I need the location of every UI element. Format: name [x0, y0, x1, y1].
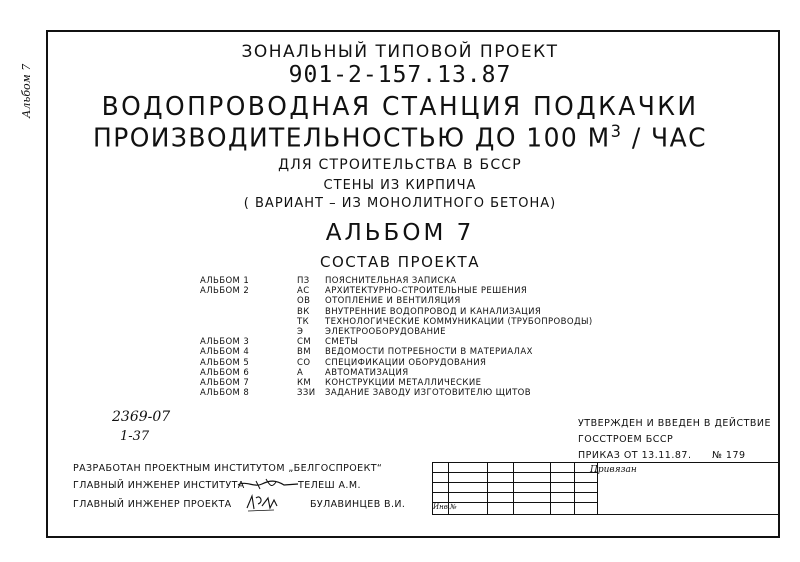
- composition-desc: ВНУТРЕННИЕ ВОДОПРОВОД И КАНАЛИЗАЦИЯ: [325, 306, 542, 317]
- variant-note: ( ВАРИАНТ – ИЗ МОНОЛИТНОГО БЕТОНА): [243, 196, 557, 211]
- composition-code: ТК: [297, 316, 310, 327]
- handwritten-sub: 1-37: [120, 429, 150, 444]
- project-region: ДЛЯ СТРОИТЕЛЬСТВА В БССР: [278, 157, 522, 173]
- composition-row: [200, 388, 600, 398]
- composition-desc: АВТОМАТИЗАЦИЯ: [325, 367, 409, 378]
- signature-telesh-image: [236, 476, 302, 492]
- composition-code: ЗЗИ: [297, 388, 316, 399]
- signature-bulavintsev-image: [244, 492, 280, 514]
- composition-album: АЛЬБОМ 2: [200, 286, 250, 297]
- composition-code: ВК: [297, 306, 310, 317]
- composition-desc: СМЕТЫ: [325, 337, 359, 348]
- composition-code: ОВ: [297, 296, 311, 307]
- approval-line1: УТВЕРЖДЕН И ВВЕДЕН В ДЕЙСТВИЕ: [578, 418, 772, 429]
- composition-row: [200, 327, 600, 337]
- composition-row: [200, 317, 600, 327]
- composition-album: АЛЬБОМ 8: [200, 388, 250, 399]
- composition-row: [200, 378, 600, 388]
- walls-note: СТЕНЫ ИЗ КИРПИЧА: [323, 178, 477, 193]
- composition-row: [200, 307, 600, 317]
- composition-album: АЛЬБОМ 4: [200, 347, 250, 358]
- approval-line2: ГОССТРОЕМ БССР: [578, 434, 674, 445]
- composition-row: [200, 286, 600, 296]
- composition-desc: КОНСТРУКЦИИ МЕТАЛЛИЧЕСКИЕ: [325, 377, 482, 388]
- composition-code: Э: [297, 326, 304, 337]
- project-title: ВОДОПРОВОДНАЯ СТАНЦИЯ ПОДКАЧКИ: [101, 92, 699, 122]
- composition-album: АЛЬБОМ 3: [200, 337, 250, 348]
- composition-code: ВМ: [297, 347, 311, 358]
- composition-row: [200, 368, 600, 378]
- approval-line3: ПРИКАЗ ОТ 13.11.87.: [578, 450, 692, 461]
- composition-row: [200, 347, 600, 357]
- chief-project-role: ГЛАВНЫЙ ИНЖЕНЕР ПРОЕКТА: [73, 499, 232, 510]
- composition-code: СМ: [297, 337, 312, 348]
- chief-institute-role: ГЛАВНЫЙ ИНЖЕНЕР ИНСТИТУТА: [73, 480, 245, 491]
- developer-line: РАЗРАБОТАН ПРОЕКТНЫМ ИНСТИТУТОМ „БЕЛГОСПРОЕКТ“: [73, 463, 383, 474]
- cubic-superscript: 3: [610, 122, 623, 142]
- project-type: ЗОНАЛЬНЫЙ ТИПОВОЙ ПРОЕКТ: [241, 42, 559, 62]
- composition-desc: ВЕДОМОСТИ ПОТРЕБНОСТИ В МАТЕРИАЛАХ: [325, 347, 533, 358]
- composition-desc: ПОЯСНИТЕЛЬНАЯ ЗАПИСКА: [325, 276, 457, 286]
- composition-album: АЛЬБОМ 1: [200, 276, 250, 286]
- composition-desc: ТЕХНОЛОГИЧЕСКИЕ КОММУНИКАЦИИ (ТРУБОПРОВОДЫ): [325, 316, 593, 327]
- composition-code: КМ: [297, 377, 312, 388]
- composition-desc: АРХИТЕКТУРНО-СТРОИТЕЛЬНЫЕ РЕШЕНИЯ: [325, 286, 528, 297]
- composition-desc: ЭЛЕКТРООБОРУДОВАНИЕ: [325, 326, 446, 337]
- album-title: АЛЬБОМ 7: [325, 220, 475, 246]
- composition-list: [200, 276, 600, 398]
- inventory-note: Инв.№: [433, 503, 457, 511]
- composition-desc: ЗАДАНИЕ ЗАВОДУ ИЗГОТОВИТЕЛЮ ЩИТОВ: [325, 388, 532, 399]
- composition-code: А: [297, 367, 304, 378]
- approval-number: № 179: [712, 450, 746, 461]
- project-number: 901-2-157.13.87: [288, 62, 512, 88]
- composition-code: ПЗ: [297, 276, 310, 286]
- composition-code: АС: [297, 286, 310, 297]
- project-capacity: ПРОИЗВОДИТЕЛЬНОСТЬЮ ДО 100 $М^3$ / ЧАС: [93, 122, 707, 154]
- chief-project-name: БУЛАВИНЦЕВ В.И.: [310, 499, 406, 510]
- composition-row: [200, 296, 600, 306]
- stamp-note: Привязан: [590, 465, 637, 475]
- composition-row: [200, 276, 600, 286]
- composition-code: СО: [297, 357, 311, 368]
- composition-row: [200, 337, 600, 347]
- composition-album: АЛЬБОМ 5: [200, 357, 250, 368]
- composition-row: [200, 358, 600, 368]
- handwritten-number: 2369-07: [112, 409, 171, 425]
- composition-desc: ОТОПЛЕНИЕ И ВЕНТИЛЯЦИЯ: [325, 296, 461, 307]
- composition-album: АЛЬБОМ 7: [200, 377, 250, 388]
- composition-desc: СПЕЦИФИКАЦИИ ОБОРУДОВАНИЯ: [325, 357, 487, 368]
- composition-title: СОСТАВ ПРОЕКТА: [320, 253, 480, 271]
- side-album-note: Альбом 7: [20, 63, 33, 118]
- composition-album: АЛЬБОМ 6: [200, 367, 250, 378]
- chief-institute-name: ТЕЛЕШ А.М.: [298, 480, 361, 491]
